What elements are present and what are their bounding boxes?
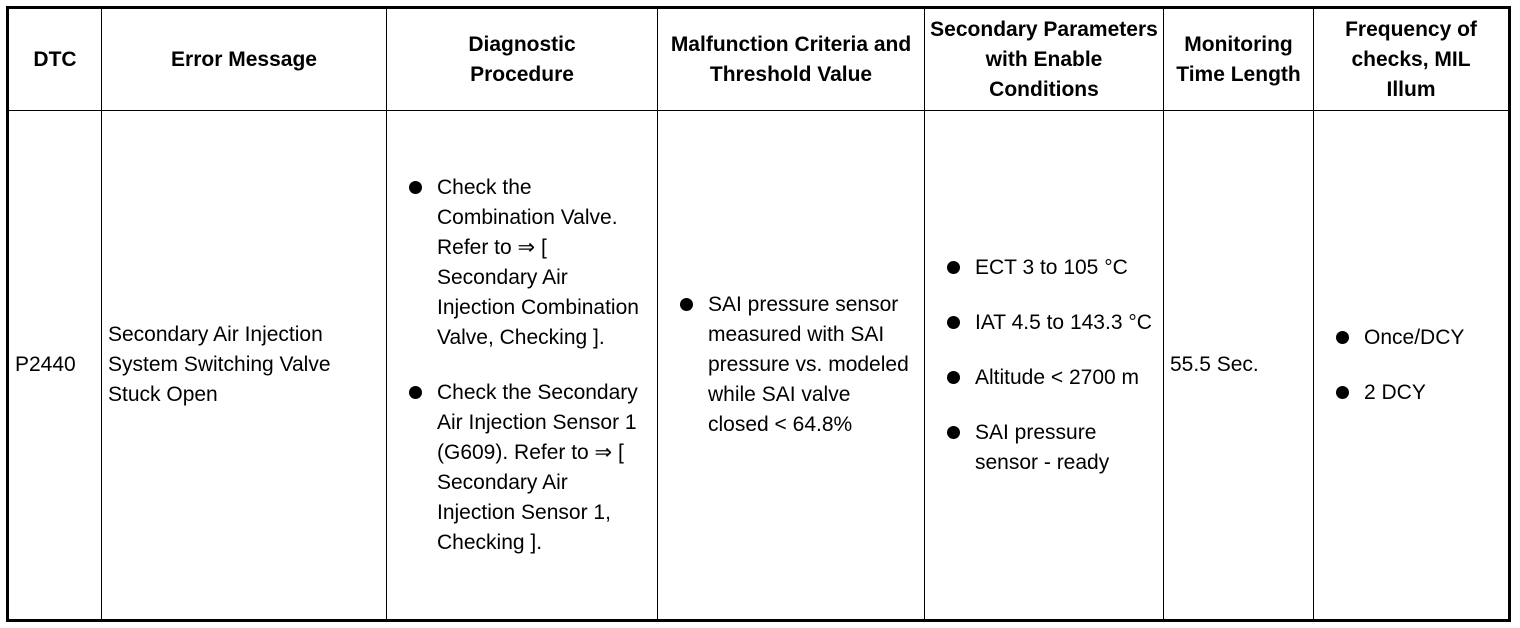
cell-diagnostic-procedure bbox=[387, 111, 658, 621]
list-item: SAI pressure sensor - ready bbox=[939, 418, 1161, 478]
cell-secondary-parameters bbox=[925, 111, 1164, 621]
list-item: SAI pressure sensor measured with SAI pressure vs. modeled while SAI valve closed < 64.8% bbox=[672, 290, 916, 440]
dtc-table bbox=[6, 6, 1511, 622]
header-row bbox=[8, 8, 1510, 111]
header-error-message: Error Message bbox=[102, 8, 387, 111]
cell-error-message: Secondary Air Injection System Switching Valve Stuck Open bbox=[102, 111, 387, 621]
header-malfunction-criteria: Malfunction Criteria and Threshold Value bbox=[658, 8, 925, 111]
cell-frequency bbox=[1314, 111, 1510, 621]
cell-malfunction-criteria bbox=[658, 111, 925, 621]
list-item: Check the Secondary Air Injection Sensor 1 (G609). Refer to ⇒ [ Secondary Air Injection Sensor 1, Checking ]. bbox=[401, 378, 645, 558]
header-secondary-parameters: Secondary Parameters with Enable Conditions bbox=[925, 8, 1164, 111]
list-item: IAT 4.5 to 143.3 °C bbox=[939, 308, 1161, 338]
cell-dtc: P2440 bbox=[8, 111, 102, 621]
list-item: Check the Combination Valve. Refer to ⇒ [ Secondary Air Injection Combination Valve, Checking ]. bbox=[401, 173, 645, 353]
header-monitoring-time: Monitoring Time Length bbox=[1164, 8, 1314, 111]
list-item: 2 DCY bbox=[1328, 378, 1502, 408]
table-row bbox=[8, 111, 1510, 621]
list-item: ECT 3 to 105 °C bbox=[939, 253, 1161, 283]
header-dtc: DTC bbox=[8, 8, 102, 111]
list-item: Altitude < 2700 m bbox=[939, 363, 1161, 393]
header-frequency: Frequency of checks, MIL Illum bbox=[1314, 8, 1510, 111]
list-item: Once/DCY bbox=[1328, 323, 1502, 353]
header-diagnostic-procedure: Diagnostic Procedure bbox=[387, 8, 658, 111]
cell-monitoring-time: 55.5 Sec. bbox=[1164, 111, 1314, 621]
